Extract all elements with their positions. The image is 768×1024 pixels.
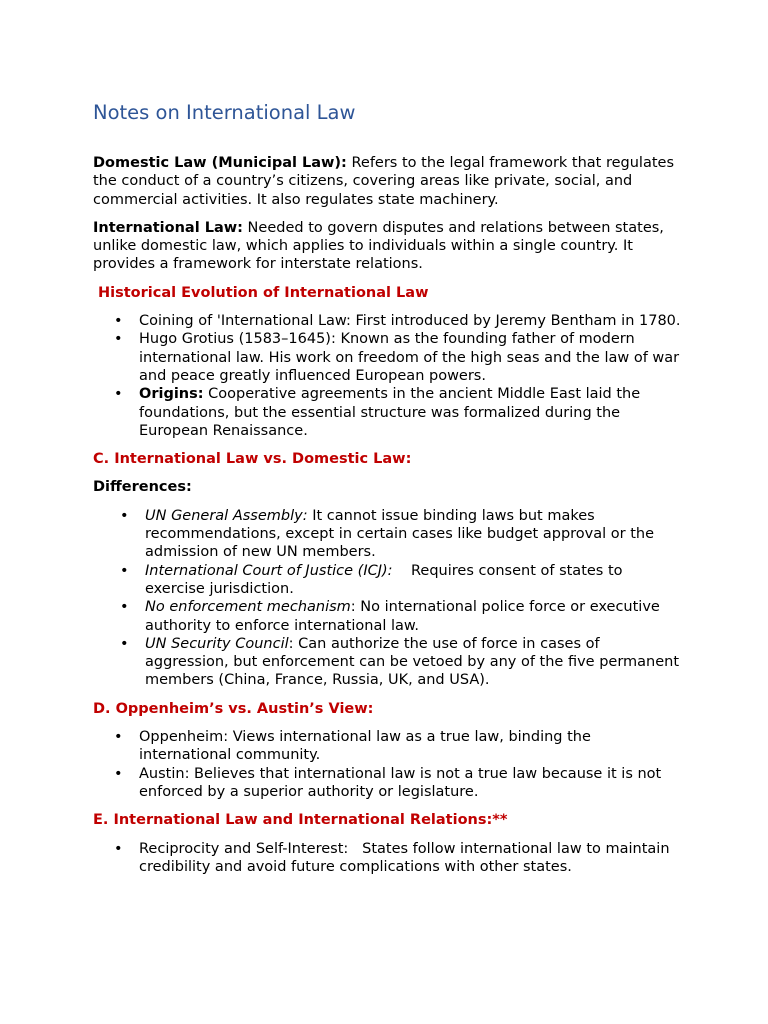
list-item-text: Coining of 'International Law: First introduced by Jeremy Bentham in 1780. <box>139 313 681 330</box>
list-item-term: UN Security Council <box>145 635 289 652</box>
views-list <box>93 728 683 801</box>
bullet-icon: • <box>120 507 129 524</box>
historical-list <box>93 312 683 440</box>
list-item <box>114 312 683 330</box>
list-item-term: No enforcement mechanism <box>145 599 351 616</box>
list-item-text: Austin: Believes that international law is not a true law because it is not enforced by a superior authority or legislature. <box>139 765 662 800</box>
historical-heading: Historical Evolution of International Law <box>98 284 429 301</box>
list-item <box>114 728 683 765</box>
list-item-text: : Can authorize the use of force in cases of aggression, but enforcement can be vetoed by any of the five permanent members (China, France, Russia, UK, and USA). <box>145 635 680 689</box>
domestic-law-text: Refers to the legal framework that regulates the conduct of a country’s citizens, covering areas like private, social, and commercial activities. It also regulates state machinery. <box>93 155 674 208</box>
differences-list <box>93 507 683 690</box>
list-item <box>120 635 683 690</box>
bullet-icon: • <box>114 729 123 746</box>
list-item <box>114 765 683 802</box>
section-e-heading: E. International Law and International Relations:** <box>93 812 508 829</box>
domestic-law-paragraph <box>93 154 683 209</box>
list-item-text: It cannot issue binding laws but makes recommendations, except in certain cases like budget approval or the admission of new UN members. <box>145 507 655 561</box>
bullet-icon: • <box>114 313 123 330</box>
domestic-law-term: Domestic Law (Municipal Law): <box>93 155 347 171</box>
list-item-text: : No international police force or executive authority to enforce international law. <box>145 599 660 634</box>
document-title: Notes on International Law <box>93 101 356 124</box>
list-item-term: Origins: <box>139 386 204 403</box>
list-item <box>114 840 683 877</box>
list-item-text: Hugo Grotius (1583–1645): Known as the founding father of modern international law. His work on freedom of the high seas and the law of war and peace greatly influenced European powers. <box>139 331 680 384</box>
bullet-icon: • <box>120 599 129 616</box>
list-item <box>120 507 683 562</box>
bullet-icon: • <box>114 840 123 857</box>
list-item-text: Requires consent of states to exercise jurisdiction. <box>145 562 628 597</box>
list-item <box>114 385 683 440</box>
list-item-term: International Court of Justice (ICJ): <box>145 562 393 579</box>
list-item-text: Cooperative agreements in the ancient Middle East laid the foundations, but the essential structure was formalized during the European Renaissance. <box>139 386 641 439</box>
international-law-text: Needed to govern disputes and relations between states, unlike domestic law, which applies to individuals within a single country. It provides a framework for interstate relations. <box>93 219 664 273</box>
bullet-icon: • <box>114 386 123 403</box>
bullet-icon: • <box>120 562 129 579</box>
differences-label-paragraph <box>93 478 683 496</box>
list-item-text: Oppenheim: Views international law as a true law, binding the international community. <box>139 729 591 764</box>
relations-list <box>93 840 683 877</box>
international-law-term: International Law: <box>93 219 243 236</box>
differences-label: Differences: <box>93 479 192 496</box>
section-c-heading: C. International Law vs. Domestic Law: <box>93 451 412 468</box>
document-page <box>93 99 683 876</box>
list-item <box>114 330 683 385</box>
title-spacer <box>93 127 683 154</box>
international-law-paragraph <box>93 219 683 274</box>
bullet-icon: • <box>114 765 123 782</box>
section-d-heading: D. Oppenheim’s vs. Austin’s View: <box>93 700 374 717</box>
bullet-icon: • <box>114 331 123 348</box>
bullet-icon: • <box>120 635 129 652</box>
list-item <box>120 562 683 599</box>
list-item-term: UN General Assembly: <box>145 507 308 524</box>
list-item <box>120 598 683 635</box>
list-item-text: Reciprocity and Self-Interest: States follow international law to maintain credibility and avoid future complications with other states. <box>139 840 675 875</box>
